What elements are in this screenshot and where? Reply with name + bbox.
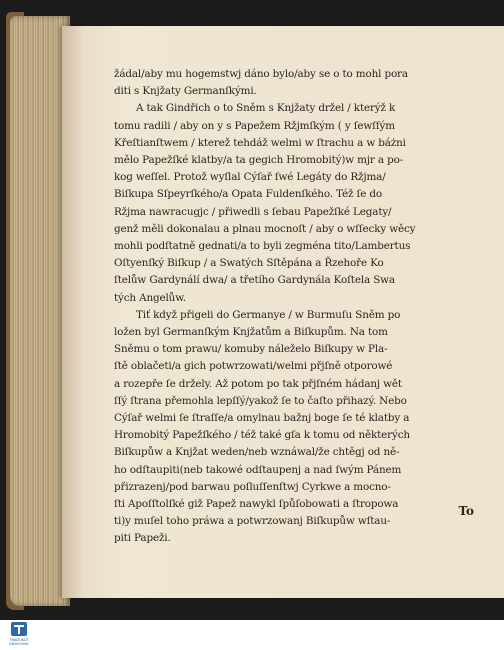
library-logo-icon <box>11 622 27 636</box>
book-page <box>62 26 504 598</box>
text-line: tých Angelůw. <box>114 291 186 304</box>
text-line: mělo Papežſké klatby/a ta gegich Hromobitý)w mjr a po- <box>114 154 404 167</box>
text-line: Biſkupa Sſpeyrſkého/a Opata Fuldenſkého. Též ſe do <box>114 188 382 201</box>
text-line: tomu radili / aby on y s Papežem Ržjmſkým ( y ſewſſým <box>114 119 395 132</box>
text-line: A tak Gindřich o to Sněm s Knjžaty držel / kterýž k <box>136 102 396 115</box>
text-line: ſtelůw Gardynálí dwa/ a třetího Gardynála Koſtela Swa <box>114 274 395 287</box>
text-line: kog weſſel. Protož wyſlal Cýſař ſwé Legáty do Ržjma/ <box>114 171 386 184</box>
library-logo[interactable] <box>4 622 34 648</box>
text-line: a rozepře ſe držely. Až potom po tak přjſném hádanj wět <box>114 377 402 390</box>
footer-bar <box>0 620 504 650</box>
text-line: Ržjma nawracugjc / přiwedli s ſebau Papežſké Legaty/ <box>114 205 392 218</box>
page-text <box>114 66 490 548</box>
text-line: diti s Knjžaty Germanſkými. <box>114 85 257 98</box>
text-line: Křeſtianſtwem / kterež tehdáž welmi w ſtrachu a w báżni <box>114 136 406 149</box>
text-line: piti Papeži. <box>114 532 171 545</box>
text-line: Biſkupůw a Knjžat weden/neb wznáwal/že chtěgj od ně- <box>114 446 400 459</box>
text-line: Hromobitý Papežſkého / též také gſa k tomu od některých <box>114 429 410 442</box>
text-line: ti)y muſel toho práwa a potwrzowanj Biſkupůw wſtau- <box>114 515 391 528</box>
text-line: Cýſař welmi ſe ſtraſſe/a omylnau bažnj boge ſe té klatby a <box>114 412 410 425</box>
text-line: Tiť když přigeli do Germanye / w Burmuſu Sněm po <box>136 308 401 321</box>
book-page-edges <box>10 16 70 606</box>
text-line: Sněmu o tom prawu/ komuby náleželo Biſkupy w Pla- <box>114 343 388 356</box>
text-line: Oſtyenſký Biſkup / a Swatých Sſtěpána a Řzehoře Ko <box>114 257 384 270</box>
text-line: mohli podſtatně gednati/a to byli zegména tito/Lambertus <box>114 240 411 253</box>
logo-text-line2: KNIHOVNA <box>9 642 29 646</box>
text-line: genž měli dokonalau a plnau mocnoſt / aby o wſſecky wěcy <box>114 222 416 235</box>
logo-text-line1: TRADUKCE <box>9 638 29 642</box>
text-line: ložen byl Germanſkým Knjžatům a Biſkupům. Na tom <box>114 326 388 339</box>
text-line: přizrazenj/pod barwau poſluſſenſtwj Cyrkwe a mocno- <box>114 480 391 493</box>
text-line: žádal/aby mu hogemstwj dáno bylo/aby se o to mohl pora <box>114 68 408 80</box>
text-line: ſti Apoſſtolſké giž Papež nawykl ſpůſobowati a ſtropowa <box>114 498 399 511</box>
catchword: To <box>458 504 474 518</box>
text-line: ſſý ſtrana přemohla lepſſý/yakož ſe to čaſto přihazý. Nebo <box>114 394 407 407</box>
text-line: ſtě oblačeti/a gich potwrzowati/welmi přjſně otporowé <box>114 360 393 373</box>
text-line: ho odſtaupiti(neb takowé odſtaupenj a nad ſwým Pánem <box>114 463 402 476</box>
